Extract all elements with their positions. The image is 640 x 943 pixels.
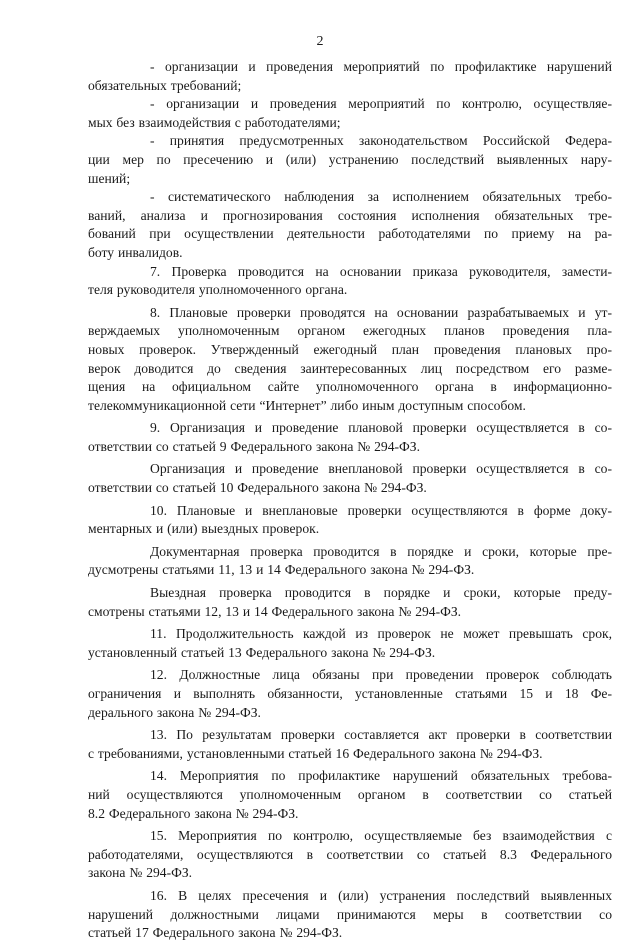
document-body: [88, 58, 612, 943]
paragraph: [88, 887, 612, 943]
text-line: новых проверок. Утвержденный ежегодный план проведения плановых про-: [88, 341, 612, 357]
text-line: обязательных требований;: [88, 77, 242, 93]
text-line: дусмотрены статьями 11, 13 и 14 Федерального закона № 294-ФЗ.: [88, 562, 475, 578]
text-line: ответствии со статьей 9 Федерального закона № 294-ФЗ.: [88, 438, 421, 454]
text-line: верждаемых уполномоченным органом ежегодных планов проведения пла-: [88, 323, 612, 339]
text-line: ний осуществляются уполномоченным органом в соответствии со статьей: [88, 786, 612, 802]
paragraph: [88, 460, 612, 497]
text-line: бований при осуществлении деятельности работодателями по приему на ра-: [88, 226, 612, 242]
text-line: ответствии со статьей 10 Федерального закона № 294-ФЗ.: [88, 480, 427, 496]
text-line: 10. Плановые и внеплановые проверки осуществляются в форме доку-: [150, 502, 612, 518]
paragraph: [88, 502, 612, 539]
text-line: с требованиями, установленными статьей 16 Федерального закона № 294-ФЗ.: [88, 745, 543, 761]
paragraph: [88, 58, 612, 95]
text-line: - принятия предусмотренных законодательством Российской Федера-: [150, 133, 612, 149]
text-line: 13. По результатам проверки составляется акт проверки в соответствии: [150, 727, 612, 743]
text-line: Документарная проверка проводится в порядке и сроки, которые пре-: [150, 543, 612, 559]
text-line: смотрены статьями 12, 13 и 14 Федерального закона № 294-ФЗ.: [88, 603, 462, 619]
paragraph: [88, 543, 612, 580]
text-line: статьей 17 Федерального закона № 294-ФЗ.: [88, 925, 343, 941]
paragraph: [88, 827, 612, 883]
text-line: 14. Мероприятия по профилактике нарушений обязательных требова-: [150, 768, 612, 784]
paragraph: [88, 767, 612, 823]
text-line: 16. В целях пресечения и (или) устранения последствий выявленных: [150, 887, 612, 903]
text-line: установленный статьей 13 Федерального закона № 294-ФЗ.: [88, 644, 436, 660]
text-line: 8. Плановые проверки проводятся на основании разрабатываемых и ут-: [150, 304, 612, 320]
paragraph: [88, 625, 612, 662]
text-line: ментарных и (или) выездных проверок.: [88, 521, 320, 537]
text-line: Выездная проверка проводится в порядке и сроки, которые преду-: [150, 585, 612, 601]
paragraph: [88, 188, 612, 262]
text-line: 7. Проверка проводится на основании приказа руководителя, замести-: [150, 263, 612, 279]
text-line: 9. Организация и проведение плановой проверки осуществляется в со-: [150, 420, 612, 436]
paragraph: [88, 132, 612, 188]
text-line: - организации и проведения мероприятий по профилактике нарушений: [150, 59, 612, 74]
text-line: 11. Продолжительность каждой из проверок не может превышать срок,: [150, 626, 612, 642]
text-line: 12. Должностные лица обязаны при проведении проверок соблюдать: [150, 667, 612, 683]
text-line: шений;: [88, 170, 131, 186]
paragraph: [88, 726, 612, 763]
text-line: 8.2 Федерального закона № 294-ФЗ.: [88, 805, 299, 821]
paragraph: [88, 666, 612, 722]
paragraph: [88, 304, 612, 416]
paragraph: [88, 95, 612, 132]
text-line: - систематического наблюдения за исполнением обязательных требо-: [150, 189, 612, 205]
text-line: работодателями, осуществляются в соответствии со статьей 8.3 Федерального: [88, 846, 612, 862]
paragraph: [88, 263, 612, 300]
text-line: закона № 294-ФЗ.: [88, 865, 193, 881]
paragraph: [88, 584, 612, 621]
text-line: щения на официальном сайте уполномоченного органа в информационно-: [88, 379, 612, 395]
text-line: боту инвалидов.: [88, 244, 183, 260]
text-line: дерального закона № 294-ФЗ.: [88, 704, 261, 720]
text-line: верок доводится до сведения заинтересованных лиц посредством его разме-: [88, 360, 612, 376]
text-line: нарушений должностными лицами принимаются меры в соответствии со: [88, 906, 612, 922]
text-line: теля руководителя уполномоченного органа.: [88, 282, 348, 298]
text-line: ваний, анализа и прогнозирования состояния исполнения обязательных тре-: [88, 207, 612, 223]
page-number: 2: [316, 34, 324, 49]
text-line: ции мер по пресечению и (или) устранению последствий выявленных нару-: [88, 151, 612, 167]
text-line: - организации и проведения мероприятий по контролю, осуществляе-: [150, 96, 612, 112]
paragraph: [88, 419, 612, 456]
text-line: ограничения и выполнять обязанности, установленные статьями 15 и 18 Фе-: [88, 686, 612, 701]
text-line: мых без взаимодействия с работодателями;: [88, 114, 341, 130]
text-line: телекоммуникационной сети “Интернет” либо иным доступным способом.: [88, 397, 526, 413]
text-line: Организация и проведение внеплановой проверки осуществляется в со-: [150, 461, 612, 477]
text-line: 15. Мероприятия по контролю, осуществляемые без взаимодействия с: [150, 828, 612, 844]
